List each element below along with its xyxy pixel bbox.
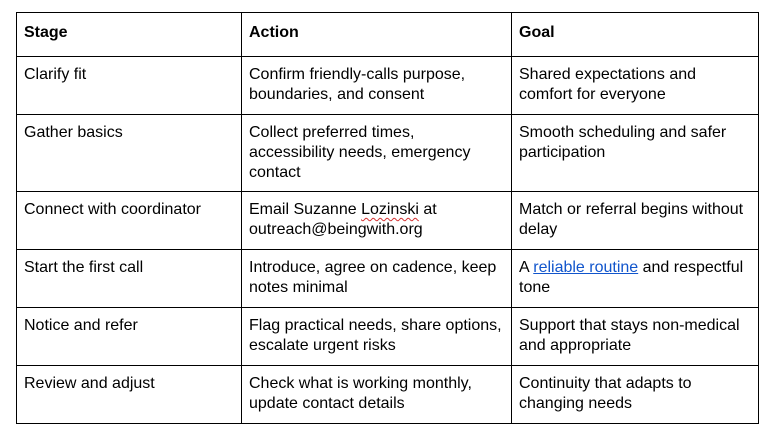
table-row [17, 115, 759, 192]
table-row [17, 366, 759, 424]
cell-action[interactable]: Introduce, agree on cadence, keep notes minimal [242, 250, 512, 308]
cell-stage[interactable]: Start the first call [17, 250, 242, 308]
table-row [17, 308, 759, 366]
table-header-row [17, 13, 759, 57]
cell-goal[interactable]: Smooth scheduling and safer participation [512, 115, 759, 192]
cell-stage[interactable]: Review and adjust [17, 366, 242, 424]
cell-goal[interactable]: Support that stays non-medical and appropriate [512, 308, 759, 366]
table-row [17, 192, 759, 250]
cell-goal[interactable]: Match or referral begins without delay [512, 192, 759, 250]
action-text-suffix: at outreach@beingwith.org [249, 201, 437, 238]
cell-action[interactable]: Check what is working monthly, update contact details [242, 366, 512, 424]
spellcheck-flagged-word[interactable]: Lozinski [361, 201, 419, 218]
cell-stage[interactable]: Clarify fit [17, 57, 242, 115]
table-row [17, 250, 759, 308]
cell-action[interactable]: Flag practical needs, share options, escalate urgent risks [242, 308, 512, 366]
cell-action[interactable]: Collect preferred times, accessibility needs, emergency contact [242, 115, 512, 192]
cell-goal[interactable]: Continuity that adapts to changing needs [512, 366, 759, 424]
cell-stage[interactable]: Notice and refer [17, 308, 242, 366]
cell-goal[interactable]: Shared expectations and comfort for everyone [512, 57, 759, 115]
goal-text-suffix: and respectful tone [519, 259, 744, 296]
action-text-prefix: Email Suzanne [249, 201, 362, 218]
goal-text-prefix: A [519, 259, 534, 276]
header-goal: Goal [512, 13, 759, 57]
reliable-routine-link[interactable]: reliable routine [533, 259, 639, 276]
header-stage: Stage [17, 13, 242, 57]
table-row [17, 57, 759, 115]
header-action: Action [242, 13, 512, 57]
cell-action[interactable] [242, 192, 512, 250]
stages-table [16, 12, 759, 424]
cell-goal[interactable] [512, 250, 759, 308]
cell-action[interactable]: Confirm friendly-calls purpose, boundaries, and consent [242, 57, 512, 115]
cell-stage[interactable]: Connect with coordinator [17, 192, 242, 250]
cell-stage[interactable]: Gather basics [17, 115, 242, 192]
